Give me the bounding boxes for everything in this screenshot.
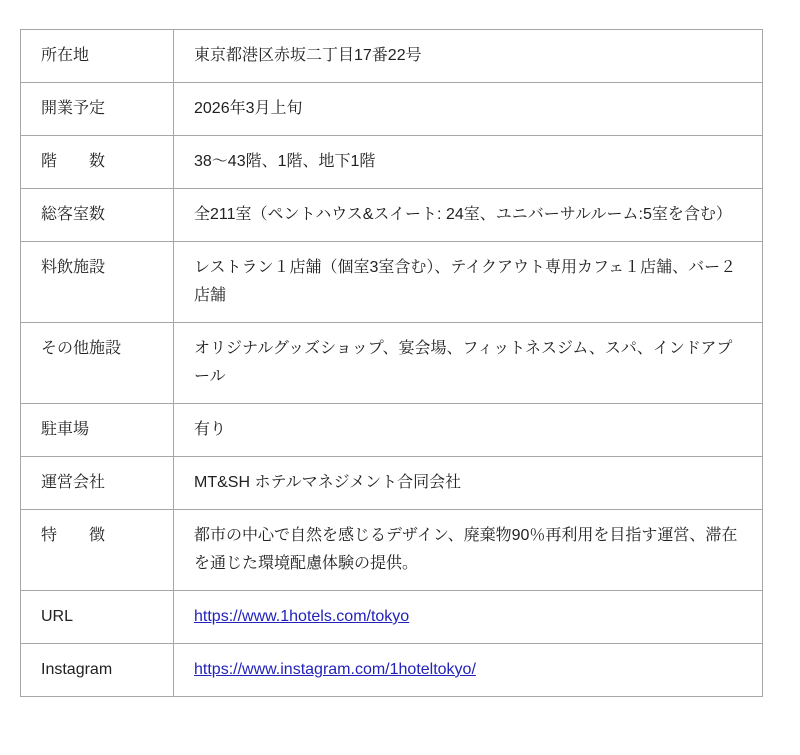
- row-value: 2026年3月上旬: [174, 83, 763, 136]
- row-value: [174, 591, 763, 644]
- table-row: [21, 242, 763, 323]
- row-link[interactable]: https://www.1hotels.com/tokyo: [194, 608, 410, 625]
- table-row: [21, 510, 763, 591]
- row-label: 料飲施設: [21, 242, 174, 323]
- row-value: 東京都港区赤坂二丁目17番22号: [174, 30, 763, 83]
- row-label: 総客室数: [21, 189, 174, 242]
- row-label: 階 数: [21, 136, 174, 189]
- row-value: 全211室（ペントハウス&スイート: 24室、ユニバーサルルーム:5室を含む）: [174, 189, 763, 242]
- table-row: [21, 189, 763, 242]
- row-label: 開業予定: [21, 83, 174, 136]
- row-label: Instagram: [21, 644, 174, 697]
- row-label: 所在地: [21, 30, 174, 83]
- row-value: オリジナルグッズショップ、宴会場、フィットネスジム、スパ、インドアプール: [174, 323, 763, 404]
- table-row: [21, 404, 763, 457]
- row-value: [174, 644, 763, 697]
- table-row: [21, 323, 763, 404]
- row-value: 都市の中心で自然を感じるデザイン、廃棄物90％再利用を目指す運営、滞在を通じた環境配慮体験の提供。: [174, 510, 763, 591]
- table-row: [21, 591, 763, 644]
- table-row: [21, 644, 763, 697]
- row-value: 有り: [174, 404, 763, 457]
- row-label: URL: [21, 591, 174, 644]
- row-value: 38〜43階、1階、地下1階: [174, 136, 763, 189]
- table-row: [21, 136, 763, 189]
- row-label: 運営会社: [21, 457, 174, 510]
- table-body: [21, 30, 763, 697]
- row-label: 特 徴: [21, 510, 174, 591]
- table-row: [21, 457, 763, 510]
- table-row: [21, 83, 763, 136]
- row-link[interactable]: https://www.instagram.com/1hoteltokyo/: [194, 661, 476, 678]
- row-label: 駐車場: [21, 404, 174, 457]
- table-row: [21, 30, 763, 83]
- hotel-info-table: [20, 29, 763, 697]
- row-value: MT&SH ホテルマネジメント合同会社: [174, 457, 763, 510]
- row-label: その他施設: [21, 323, 174, 404]
- row-value: レストラン１店舗（個室3室含む）、テイクアウト専用カフェ１店舗、バー２店舗: [174, 242, 763, 323]
